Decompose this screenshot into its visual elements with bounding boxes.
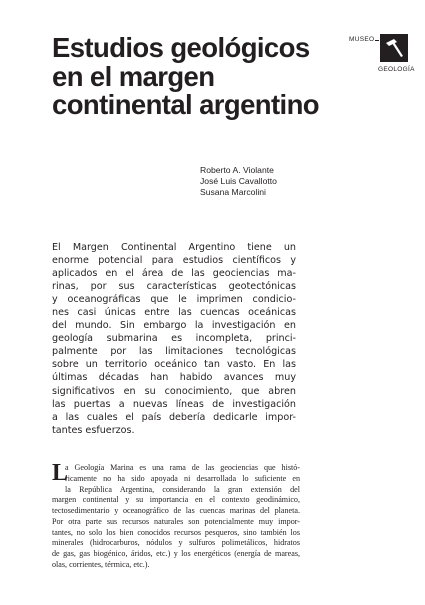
abstract-line: y oceanográficas que le imprimen condicio- bbox=[52, 294, 296, 306]
abstract-line: enorme potencial para estudios científicos y bbox=[52, 255, 296, 267]
abstract-line: palmente por las limitaciones tecnológicas bbox=[52, 346, 296, 358]
abstract-line: El Margen Continental Argentino tiene un bbox=[52, 242, 296, 253]
abstract-line: rinas, por sus características geotectónicas bbox=[52, 281, 296, 293]
abstract bbox=[52, 241, 296, 437]
author-name: Susana Marcolini bbox=[200, 187, 266, 197]
author-name: Roberto A. Violante bbox=[200, 165, 274, 175]
body-line: ricamente no ha sido apoyada ni desarrollada lo suficiente en bbox=[65, 473, 300, 483]
body-line: tantes, no solo los bien conocidos recursos pesqueros, sino también los bbox=[52, 527, 300, 537]
museo-geologia-logo bbox=[349, 34, 415, 80]
title-line: continental argentino bbox=[52, 89, 319, 120]
article-title bbox=[52, 34, 352, 120]
body-line: de gas, gas biogénico, áridos, etc.) y los energéticos (energía de mareas, bbox=[52, 549, 300, 558]
abstract-line: las puertas a nuevas líneas de investigación bbox=[52, 398, 296, 410]
abstract-line: tantes esfuerzos. bbox=[52, 424, 135, 436]
body-line: a Geología Marina es una rama de las geociencias que histó- bbox=[65, 463, 300, 472]
body-line: la República Argentina, considerando la gran extensión del bbox=[65, 484, 300, 494]
body-paragraph bbox=[52, 460, 300, 571]
rock-hammer-icon bbox=[380, 34, 408, 62]
abstract-line: últimas décadas han habido avances muy bbox=[52, 372, 296, 384]
abstract-line: del mundo. Sin embargo la investigación en bbox=[52, 320, 296, 332]
abstract-line: aplicados en el área de las geociencias ma- bbox=[52, 268, 296, 280]
title-line: Estudios geológicos bbox=[52, 32, 310, 63]
body-line: olas, corrientes, térmica, etc.). bbox=[52, 559, 150, 569]
logo-bottom-text: GEOLOGÍA bbox=[378, 66, 415, 73]
abstract-line: sobre un territorio oceánico tan vasto. En las bbox=[52, 359, 296, 371]
drop-cap: L bbox=[52, 460, 69, 486]
author-list bbox=[200, 165, 277, 198]
body-line: minerales (hidrocarburos, nódulos y sulfuros polimetálicos, hidratos bbox=[52, 538, 300, 548]
body-line: tectosedimentario y oceanográfico de las cuencas marinas del planeta. bbox=[52, 506, 300, 515]
body-line: Por otra parte sus recursos naturales son potencialmente muy impor- bbox=[52, 516, 300, 526]
abstract-line: a las cuales el país debería dedicarle impor- bbox=[52, 411, 296, 423]
logo-dash bbox=[375, 40, 379, 41]
body-line: margen continental y su importancia en el contexto geodinámico, bbox=[52, 495, 300, 505]
abstract-line: geología submarina es incompleta, princi- bbox=[52, 333, 296, 345]
author-name: José Luis Cavallotto bbox=[200, 176, 277, 186]
abstract-line: significativos en su conocimiento, que abren bbox=[52, 385, 296, 397]
abstract-line: nes casi únicas entre las cuencas oceánicas bbox=[52, 307, 296, 319]
title-line: en el margen bbox=[52, 60, 215, 92]
logo-top-text: MUSEO bbox=[349, 36, 375, 43]
logo-box bbox=[380, 34, 408, 62]
